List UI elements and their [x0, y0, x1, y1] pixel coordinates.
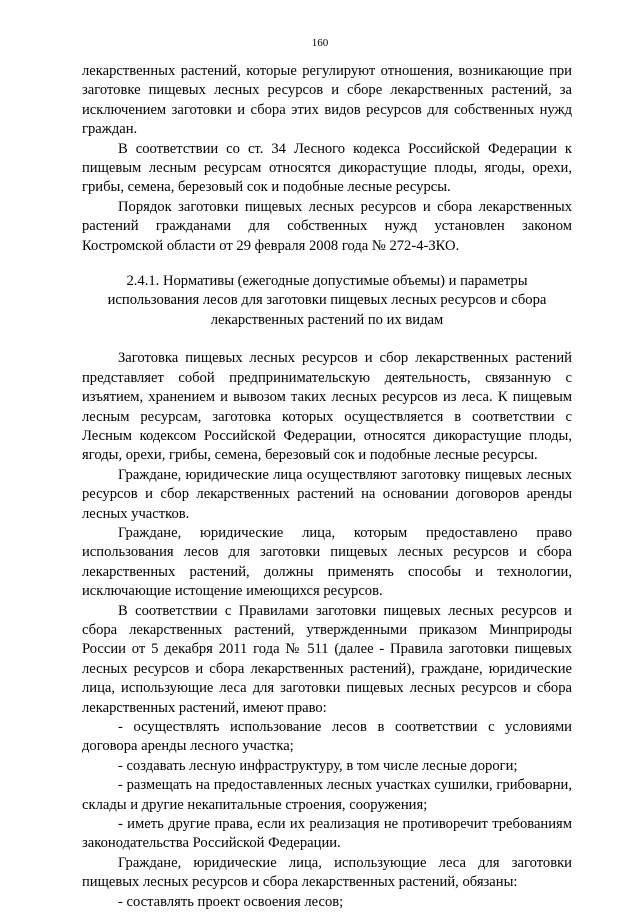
- list-item: - создавать лесную инфраструктуру, в том числе лесные дороги;: [118, 757, 518, 774]
- paragraph: Порядок заготовки пищевых лесных ресурсов и сбора лекарственных растений гражданами для собственных нужд установлен законом Костромской области от 29 февраля 2008 года № 272-4-ЗКО.: [82, 198, 572, 254]
- paragraph-continuation: лекарственных растений, которые регулируют отношения, возникающие при заготовке пищевых лесных ресурсов и сборе лекарственных растений, за исключением заготовки и сбора этих видов ресурсов для собственных нужд граждан.: [82, 63, 572, 138]
- paragraph: Граждане, юридические лица, использующие леса для заготовки пищевых лесных ресурсов и сбора лекарственных растений, обязаны:: [82, 854, 572, 891]
- paragraph: Граждане, юридические лица, которым предоставлено право использования лесов для заготовки пищевых лесных ресурсов и сбора лекарственных растений, должны применять способы и технологии, исключающие истощение имеющихся ресурсов.: [82, 524, 572, 600]
- page-number: 160: [311, 37, 329, 49]
- list-item: - иметь другие права, если их реализация не противоречит требованиям законодательства Российской Федерации.: [82, 816, 572, 852]
- paragraph: Заготовка пищевых лесных ресурсов и сбор лекарственных растений представляет собой предпринимательскую деятельность, связанную с изъятием, хранением и вывозом таких лесных ресурсов из леса. К пищевым лесным ресурсам, заготовка которых осуществляется в соответствии с Лесным кодексом Российской Федерации, относятся дикорастущие плоды, ягоды, орехи, грибы, семена, березовый сок и подобные лесные ресурсы.: [82, 350, 572, 464]
- section-title: 2.4.1. Нормативы (ежегодные допустимые объемы) и параметры использования лесов для заготовки пищевых лесных ресурсов и сбора лекарственных растений по их видам: [107, 273, 547, 328]
- paragraph: В соответствии с Правилами заготовки пищевых лесных ресурсов и сбора лекарственных растений, утвержденными приказом Минприроды России от 5 декабря 2011 года № 511 (далее - Правила заготовки пищевых лесных ресурсов и сбора лекарственных растений), граждане, юридические лица, использующие леса для заготовки пищевых лесных ресурсов и сбора лекарственных растений, имеют право:: [82, 602, 572, 716]
- list-item: - составлять проект освоения лесов;: [118, 893, 344, 910]
- paragraph: Граждане, юридические лица осуществляют заготовку пищевых лесных ресурсов и сбор лекарственных растений на основании договоров аренды лесных участков.: [82, 466, 572, 522]
- list-item: - размещать на предоставленных лесных участках сушилки, грибоварни, склады и другие некапитальные строения, сооружения;: [82, 777, 572, 813]
- paragraph: В соответствии со ст. 34 Лесного кодекса Российской Федерации к пищевым лесным ресурсам относятся дикорастущие плоды, ягоды, орехи, грибы, семена, березовый сок и подобные лесные ресурсы.: [82, 140, 572, 196]
- list-item: - осуществлять использование лесов в соответствии с условиями договора аренды лесного участка;: [82, 719, 572, 755]
- document-body: [82, 62, 572, 912]
